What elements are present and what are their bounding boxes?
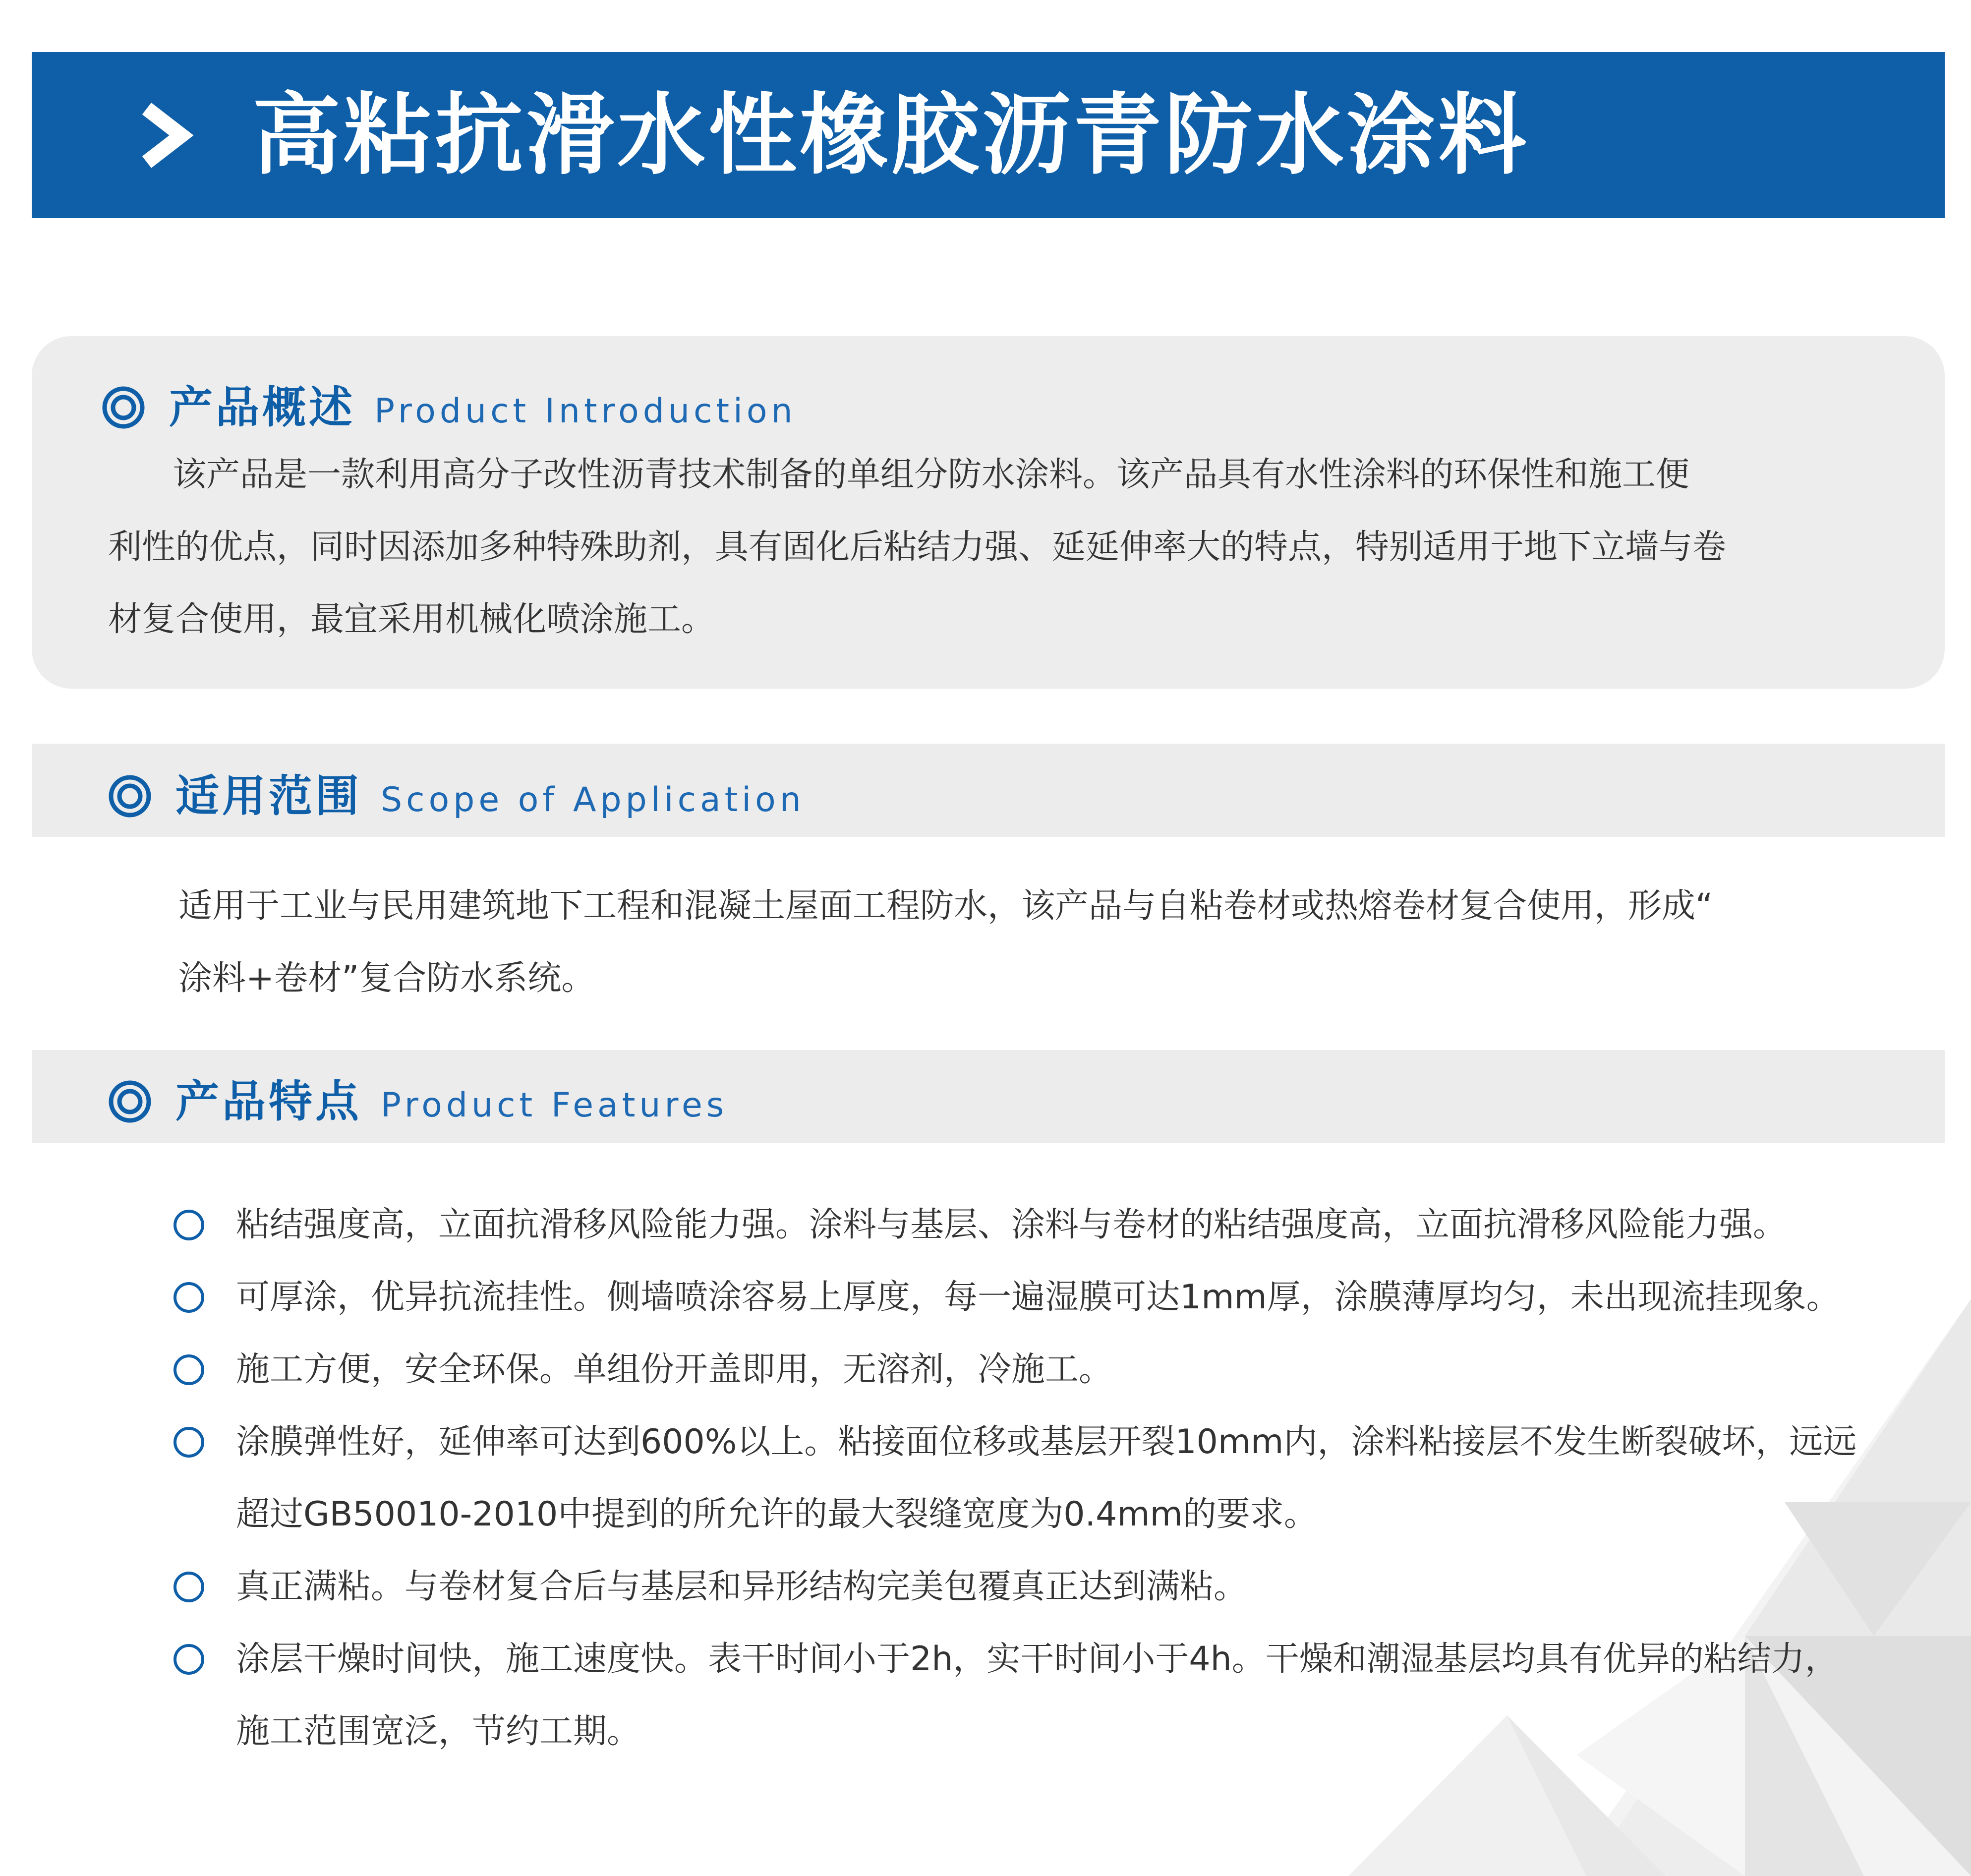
feature-text: 涂膜弹性好，延伸率可达到600%以上。粘接面位移或基层开裂10mm内，涂料粘接层不发生断裂破坏，远远超过GB50010-2010中提到的所允许的最大裂缝宽度为0.4mm的要求。 [236,1422,1857,1534]
list-item [173,1334,1868,1406]
target-ring-icon [102,386,145,429]
target-ring-icon [108,774,152,818]
intro-line: 材复合使用，最宜采用机械化喷涂施工。 [108,600,715,639]
intro-heading [102,382,797,433]
circle-bullet-icon [173,1353,205,1386]
feature-text: 真正满粘。与卷材复合后与基层和异形结构完美包覆真正达到满粘。 [236,1567,1248,1606]
feature-text: 施工方便，安全环保。单组份开盖即用，无溶剂，冷施工。 [236,1350,1113,1389]
scope-heading [108,770,805,821]
intro-line: 利性的优点，同时因添加多种特殊助剂，具有固化后粘结力强、延延伸率大的特点，特别适用于地下立墙与卷 [108,528,1727,567]
page-title: 高粘抗滑水性橡胶沥青防水涂料 [252,83,1529,186]
circle-bullet-icon [173,1426,205,1459]
circle-bullet-icon [173,1643,205,1676]
intro-title-zh: 产品概述 [169,382,356,433]
target-ring-icon [108,1080,152,1123]
intro-line: 该产品是一款利用高分子改性沥青技术制备的单组分防水涂料。该产品具有水性涂料的环保性和施工便 [173,455,1690,494]
title-bar [32,52,1945,218]
chevron-right-icon [136,101,195,170]
circle-bullet-icon [173,1281,205,1314]
feature-list [173,1189,1868,1768]
list-item [173,1406,1868,1551]
list-item [173,1261,1868,1334]
features-heading [108,1076,728,1127]
scope-line: 涂料+卷材”复合防水系统。 [178,959,595,998]
list-item [173,1623,1868,1768]
list-item [173,1551,1868,1623]
scope-line: 适用于工业与民用建筑地下工程和混凝土屋面工程防水，该产品与自粘卷材或热熔卷材复合使用，形成“ [178,886,1713,926]
feature-text: 可厚涂，优异抗流挂性。侧墙喷涂容易上厚度，每一遍湿膜可达1mm厚，涂膜薄厚均匀，未出现流挂现象。 [236,1278,1840,1317]
circle-bullet-icon [173,1571,205,1603]
scope-body [178,870,1884,1015]
list-item [173,1189,1868,1261]
intro-body [108,439,1883,656]
features-title-zh: 产品特点 [175,1076,362,1127]
feature-text: 粘结强度高，立面抗滑移风险能力强。涂料与基层、涂料与卷材的粘结强度高，立面抗滑移风险能力强。 [236,1205,1787,1244]
scope-title-en: Scope of Application [381,780,805,820]
feature-text: 涂层干燥时间快，施工速度快。表干时间小于2h，实干时间小于4h。干燥和潮湿基层均具有优异的粘结力，施工范围宽泛，节约工期。 [236,1640,1839,1751]
features-title-en: Product Features [381,1086,728,1125]
circle-bullet-icon [173,1209,205,1241]
intro-title-en: Product Introduction [374,392,797,431]
scope-title-zh: 适用范围 [175,770,362,821]
